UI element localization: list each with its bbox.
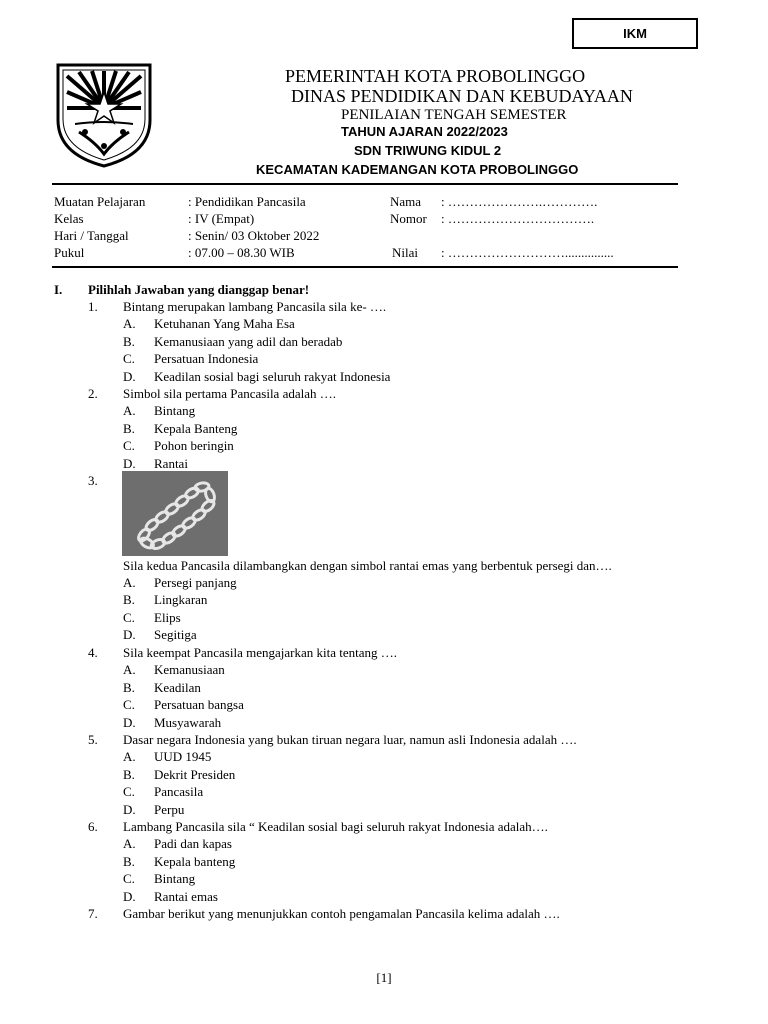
header-line-government: PEMERINTAH KOTA PROBOLINGGO (285, 66, 586, 86)
date-label: Hari / Tanggal (54, 228, 129, 243)
option-letter[interactable]: A. (123, 403, 136, 419)
name-label: Nama (390, 194, 422, 209)
option-text[interactable]: Keadilan (154, 679, 201, 695)
chain-image-icon (122, 471, 228, 556)
subject-label: Muatan Pelajaran (54, 194, 146, 209)
option-text[interactable]: Persatuan Indonesia (154, 351, 259, 367)
class-value: : IV (Empat) (188, 211, 255, 226)
question-text: Lambang Pancasila sila “ Keadilan sosial bagi seluruh rakyat Indonesia adalah…. (123, 819, 548, 834)
header-line-year: TAHUN AJARAN 2022/2023 (341, 124, 508, 139)
option-letter[interactable]: D. (123, 455, 136, 471)
question-number: 5. (88, 732, 98, 747)
header-rule (52, 183, 678, 185)
option-letter[interactable]: C. (123, 438, 135, 454)
option-text[interactable]: Rantai emas (154, 888, 218, 904)
option-text[interactable]: Elips (154, 609, 181, 625)
option-text[interactable]: Kepala banteng (154, 853, 236, 869)
section-title: Pilihlah Jawaban yang dianggap benar! (88, 282, 310, 297)
section-numeral: I. (54, 282, 63, 297)
option-letter[interactable]: B. (123, 853, 135, 869)
option-text[interactable]: Kemanusiaan (154, 662, 225, 678)
question-text: Bintang merupakan lambang Pancasila sila ke- …. (123, 299, 387, 314)
option-text[interactable]: Lingkaran (154, 592, 208, 608)
name-field[interactable]: : ………………….…………. (441, 194, 598, 209)
option-letter[interactable]: C. (123, 784, 135, 800)
option-letter[interactable]: C. (123, 351, 135, 367)
option-text[interactable]: Rantai (154, 455, 188, 471)
option-letter[interactable]: C. (123, 871, 135, 887)
question-number: 1. (88, 299, 98, 314)
option-text[interactable]: Persatuan bangsa (154, 697, 244, 713)
option-text[interactable]: Kemanusiaan yang adil dan beradab (154, 333, 343, 349)
option-letter[interactable]: C. (123, 609, 135, 625)
option-text[interactable]: UUD 1945 (154, 749, 212, 765)
question-text: Dasar negara Indonesia yang bukan tiruan negara luar, namun asli Indonesia adalah …. (123, 732, 577, 747)
option-text[interactable]: Bintang (154, 403, 196, 419)
option-text[interactable]: Dekrit Presiden (154, 766, 236, 782)
option-letter[interactable]: B. (123, 420, 135, 436)
score-field[interactable]: : ………………………............... (441, 245, 614, 260)
header-line-school: SDN TRIWUNG KIDUL 2 (354, 143, 502, 158)
question-text: Gambar berikut yang menunjukkan contoh pengamalan Pancasila kelima adalah …. (123, 906, 560, 921)
option-letter[interactable]: D. (123, 627, 136, 643)
score-label: Nilai (392, 245, 418, 260)
option-text[interactable]: Ketuhanan Yang Maha Esa (154, 316, 295, 332)
option-letter[interactable]: A. (123, 575, 136, 590)
class-label: Kelas (54, 211, 84, 226)
option-letter[interactable]: A. (123, 316, 136, 332)
option-letter[interactable]: D. (123, 714, 136, 730)
question-number: 7. (88, 906, 98, 921)
option-text[interactable]: Padi dan kapas (154, 836, 232, 852)
question-number: 2. (88, 386, 98, 401)
question-number: 6. (88, 819, 98, 834)
header-line-department: DINAS PENDIDIKAN DAN KEBUDAYAAN (291, 86, 633, 106)
option-letter[interactable]: B. (123, 679, 135, 695)
question-text: Sila keempat Pancasila mengajarkan kita tentang …. (123, 645, 397, 660)
question-text: Sila kedua Pancasila dilambangkan dengan simbol rantai emas yang berbentuk persegi dan…. (123, 558, 612, 573)
option-letter[interactable]: C. (123, 697, 135, 713)
question-text: Simbol sila pertama Pancasila adalah …. (123, 386, 336, 401)
info-rule (52, 266, 678, 268)
ikm-label: IKM (572, 18, 698, 49)
question-number: 4. (88, 645, 98, 660)
option-letter[interactable]: D. (123, 801, 136, 817)
question-number: 3. (88, 473, 98, 488)
option-text[interactable]: Kepala Banteng (154, 420, 238, 436)
header-line-assessment: PENILAIAN TENGAH SEMESTER (341, 107, 567, 123)
option-letter[interactable]: B. (123, 592, 135, 608)
number-field[interactable]: : ……………………………. (441, 211, 595, 226)
option-text[interactable]: Pohon beringin (154, 438, 234, 454)
number-label: Nomor (390, 211, 427, 226)
option-letter[interactable]: B. (123, 766, 135, 782)
option-letter[interactable]: D. (123, 368, 136, 384)
option-text[interactable]: Perpu (154, 801, 185, 817)
date-value: : Senin/ 03 Oktober 2022 (188, 228, 320, 243)
option-letter[interactable]: D. (123, 888, 136, 904)
city-emblem-icon (55, 62, 153, 168)
time-label: Pukul (54, 245, 85, 260)
option-letter[interactable]: A. (123, 749, 136, 765)
option-text[interactable]: Segitiga (154, 627, 197, 643)
option-text[interactable]: Persegi panjang (154, 575, 237, 590)
option-text[interactable]: Pancasila (154, 784, 204, 800)
page-number: [1] (376, 970, 392, 985)
option-letter[interactable]: B. (123, 333, 135, 349)
option-letter[interactable]: A. (123, 836, 136, 852)
option-text[interactable]: Musyawarah (154, 714, 222, 730)
option-text[interactable]: Bintang (154, 871, 196, 887)
option-text[interactable]: Keadilan sosial bagi seluruh rakyat Indonesia (154, 368, 391, 384)
time-value: : 07.00 – 08.30 WIB (188, 245, 295, 260)
subject-value: : Pendidikan Pancasila (188, 194, 306, 209)
option-letter[interactable]: A. (123, 662, 136, 678)
header-line-district: KECAMATAN KADEMANGAN KOTA PROBOLINGGO (256, 162, 579, 177)
